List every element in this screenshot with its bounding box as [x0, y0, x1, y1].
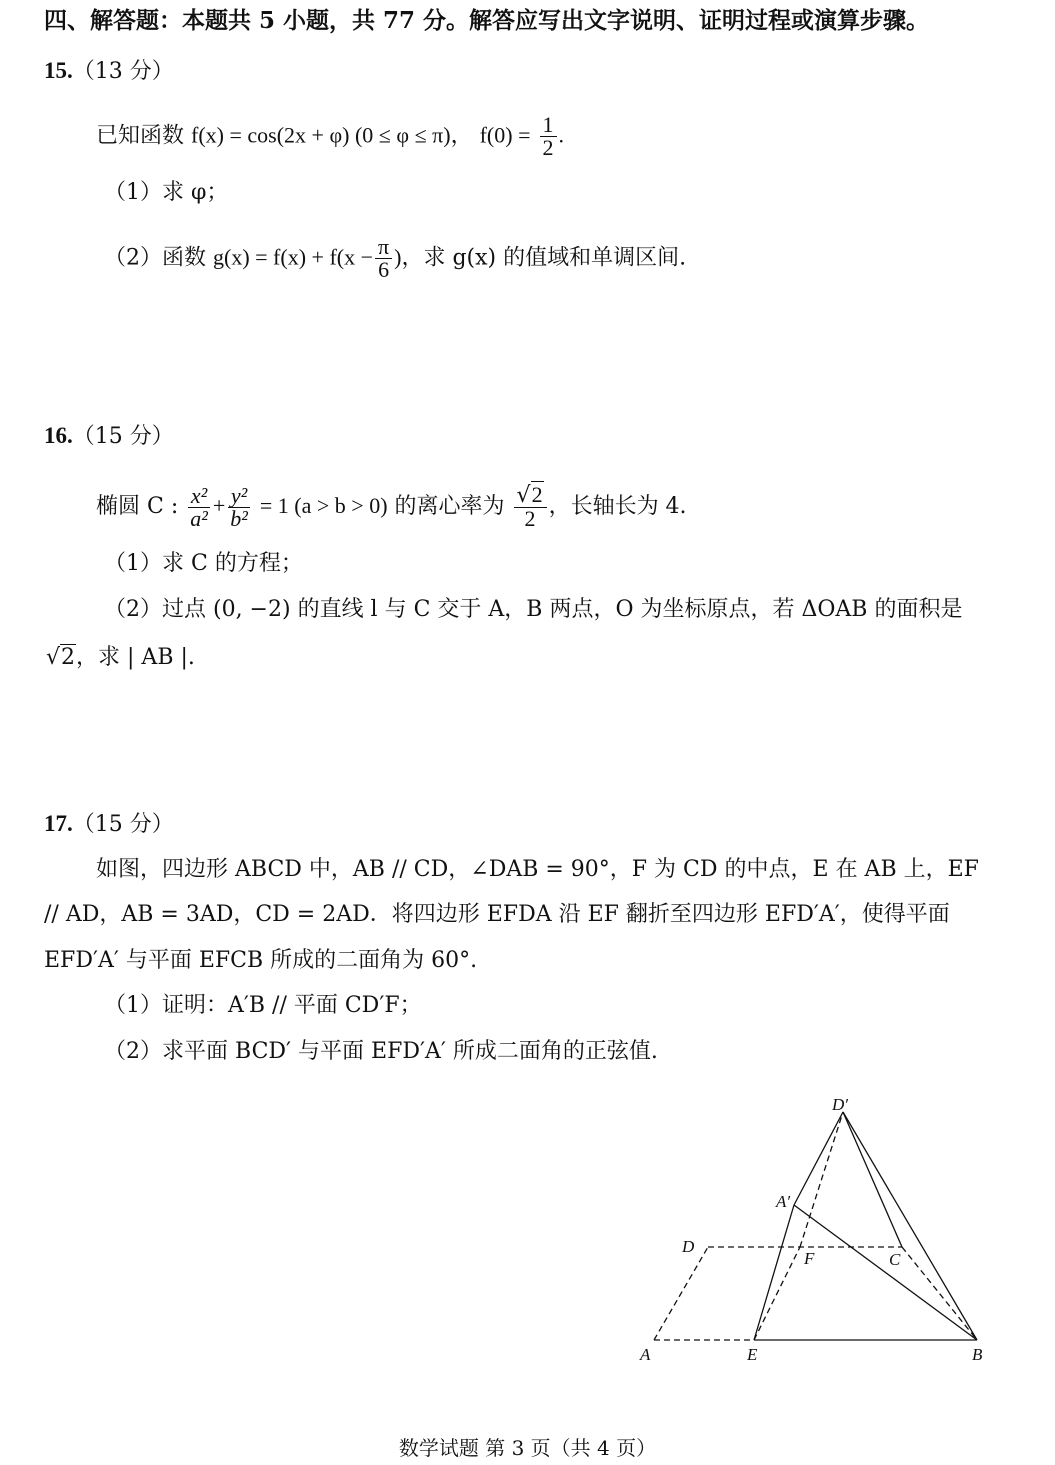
q15-part2-suffix: ，求 g(x) 的值域和单调区间. [401, 245, 687, 271]
edge-A-prime-D-prime [794, 1112, 843, 1205]
q17-number: 17. [44, 811, 73, 836]
q16-intro [96, 484, 687, 530]
q15-f0: f(0) = [479, 122, 531, 148]
edge-AD [654, 1247, 708, 1340]
q15-header [44, 56, 174, 87]
q16-header [44, 421, 174, 452]
label-A-prime: A′ [776, 1192, 791, 1211]
q16-part1: （1）求 C 的方程； [104, 551, 303, 576]
q16-x2: x² [188, 485, 210, 508]
q15-part2-expr: g(x) = f(x) + f(x − [213, 244, 374, 270]
q15-function: f(x) = cos(2x + φ) (0 ≤ φ ≤ π) [191, 122, 451, 148]
label-E: E [747, 1345, 758, 1364]
q15-number: 15. [44, 58, 73, 83]
q16-ecc-text: 的离心率为 [394, 494, 505, 519]
q16-condition: = 1 (a > b > 0) [259, 493, 388, 518]
q16-b2: b² [230, 505, 248, 531]
q17-line2: // AD，AB = 3AD，CD = 2AD．将四边形 EFDA 沿 EF 翻折至四边形 EFD′A′，使得平面 [44, 902, 950, 927]
q16-axis-text: ，长轴长为 4. [548, 494, 687, 519]
q16-part2-line2 [46, 643, 195, 673]
q16-y-fraction [227, 482, 251, 531]
q16-part2-tail: ，求 | AB |. [76, 645, 195, 670]
q16-y2: y² [228, 485, 250, 508]
q15-half-den: 2 [542, 135, 554, 160]
q16-ecc-den: 2 [524, 506, 536, 531]
q15-part1: （1）求 φ； [104, 180, 229, 205]
edge-A-prime-B [794, 1205, 977, 1340]
q17-part1: （1）证明：A′B // 平面 CD′F； [104, 993, 422, 1018]
q15-points: （13 分） [72, 59, 174, 84]
q15-pi-fraction [375, 236, 392, 281]
label-C: C [889, 1250, 901, 1269]
edge-D-prime-B [843, 1112, 977, 1340]
label-D: D [682, 1237, 695, 1256]
edge-D-prime-C [843, 1112, 902, 1247]
label-F: F [804, 1249, 815, 1268]
q16-ecc-fraction: $\frac{√2}{2}$ [514, 484, 547, 530]
q15-comma: ， [450, 123, 473, 149]
q15-close: ) [394, 244, 402, 270]
q15-pi-den: 6 [378, 257, 390, 282]
label-A: A [640, 1345, 651, 1364]
q17-points: （15 分） [72, 812, 174, 837]
q17-header [44, 809, 174, 840]
q16-intro-prefix: 椭圆 C : [96, 494, 179, 519]
section-title: 四、解答题：本题共 5 小题，共 77 分。解答应写出文字说明、证明过程或演算步骤。 [44, 7, 930, 34]
q15-intro-prefix: 已知函数 [96, 123, 185, 149]
edge-FD-prime [800, 1112, 843, 1247]
q17-line1: 如图，四边形 ABCD 中，AB // CD，∠DAB = 90°，F 为 CD 的中点，E 在 AB 上，EF [96, 857, 979, 882]
q16-part2-line1: （2）过点 (0, −2) 的直线 l 与 C 交于 A，B 两点，O 为坐标原点，若 ΔOAB 的面积是 [104, 597, 963, 622]
label-D-prime: D′ [832, 1095, 848, 1114]
q17-line3: EFD′A′ 与平面 EFCB 所成的二面角为 60°. [44, 948, 478, 973]
q16-sqrt2: 2 [531, 482, 543, 507]
q16-area-value: 2 [61, 645, 76, 670]
q15-pi-num: π [375, 236, 392, 259]
q15-part2 [104, 236, 686, 281]
label-B: B [972, 1345, 983, 1364]
q15-part2-prefix: （2）函数 [104, 245, 206, 271]
q15-half-num: 1 [540, 114, 557, 137]
q17-part2: （2）求平面 BCD′ 与平面 EFD′A′ 所成二面角的正弦值. [104, 1039, 658, 1064]
q16-x-fraction [187, 482, 211, 531]
q16-number: 16. [44, 423, 73, 448]
page-footer: 数学试题 第 3 页（共 4 页） [398, 1436, 657, 1460]
q16-area-sqrt: √2 [46, 645, 76, 670]
q15-intro: 已知函数 f(x) = cos(2x + φ) (0 ≤ φ ≤ π)， f(0) = $\frac{1}{2}$ . [96, 112, 564, 160]
q15-half-fraction [540, 114, 557, 159]
q16-plus: + [212, 493, 226, 518]
q16-a2: a² [190, 505, 208, 531]
geometry-figure [630, 1090, 1010, 1380]
q16-points: （15 分） [72, 424, 174, 449]
